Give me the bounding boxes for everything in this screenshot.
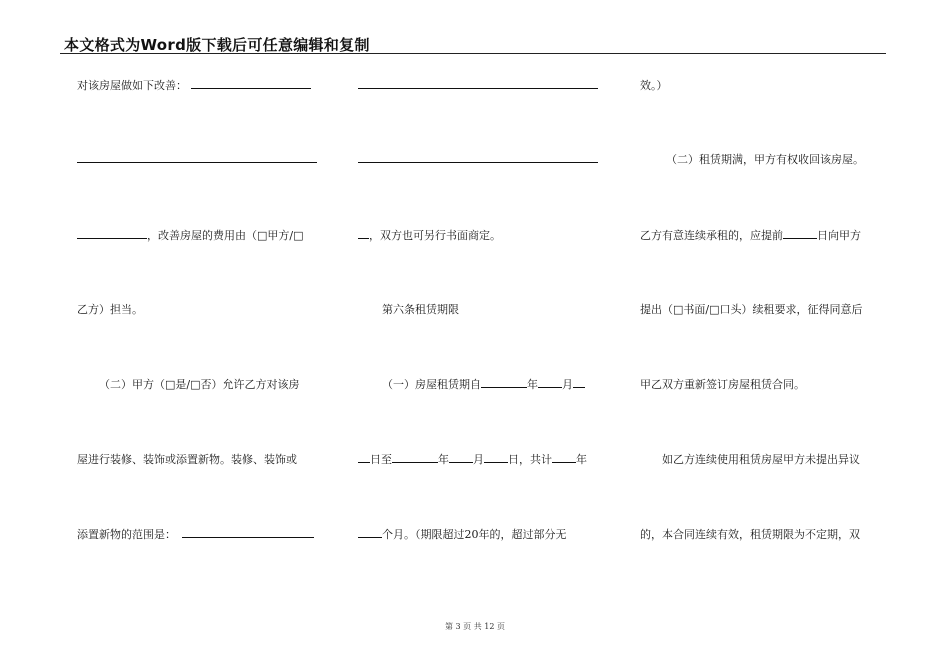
- page-number-footer: 第 3 页 共 12 页: [445, 622, 505, 631]
- fill-blank[interactable]: [783, 228, 817, 239]
- text-line: [666, 152, 864, 168]
- text-line: [358, 78, 598, 94]
- text-column-2: [358, 0, 600, 672]
- text-line: [77, 527, 314, 543]
- text-line: [77, 152, 317, 168]
- text-line: [662, 452, 860, 468]
- line-text: 乙方）担当。: [77, 303, 143, 316]
- text-line: [640, 78, 668, 94]
- text-line: [358, 527, 567, 543]
- line-text: ，双方也可另行书面商定。: [369, 229, 501, 242]
- fill-blank[interactable]: [484, 452, 508, 463]
- line-text: 日，共计: [508, 453, 552, 466]
- line-text: 效。）: [640, 79, 668, 92]
- fill-blank[interactable]: [77, 152, 317, 163]
- text-line: [77, 78, 311, 94]
- fill-blank[interactable]: [358, 152, 598, 163]
- fill-blank[interactable]: [573, 377, 585, 388]
- fill-blank[interactable]: [191, 78, 311, 89]
- line-text: 个月。（期限超过20年的，超过部分无: [382, 528, 567, 541]
- line-text: 甲乙双方重新签订房屋租赁合同。: [640, 378, 805, 391]
- text-line: [640, 302, 863, 318]
- line-text: 屋进行装修、装饰或添置新物。装修、装饰或: [77, 453, 297, 466]
- line-text: （一）房屋租赁期自: [382, 378, 481, 391]
- text-line: [640, 527, 860, 543]
- line-text: 月: [562, 378, 573, 391]
- text-line: [640, 377, 805, 393]
- line-text: 如乙方连续使用租赁房屋甲方未提出异议: [662, 453, 860, 466]
- text-line: [640, 228, 861, 244]
- fill-blank[interactable]: [358, 527, 382, 538]
- fill-blank[interactable]: [182, 527, 314, 538]
- line-text: 月: [473, 453, 484, 466]
- line-text: 年: [438, 453, 449, 466]
- line-text: （二）甲方（□是/□否）允许乙方对该房: [99, 378, 300, 391]
- fill-blank[interactable]: [77, 228, 147, 239]
- text-line: [77, 302, 143, 318]
- line-text: 年: [576, 453, 587, 466]
- line-text: （二）租赁期满，甲方有权收回该房屋。: [666, 153, 864, 166]
- text-line: [382, 302, 459, 318]
- text-column-3: [640, 0, 890, 672]
- text-line: [358, 228, 501, 244]
- line-text: 添置新物的范围是：: [77, 528, 176, 541]
- line-text: 日向甲方: [817, 229, 861, 242]
- text-line: [358, 152, 598, 168]
- line-text: 提出（□书面/□口头）续租要求，征得同意后: [640, 303, 863, 316]
- text-line: [358, 452, 587, 468]
- line-text: 日至: [370, 453, 392, 466]
- text-line: [99, 377, 300, 393]
- line-text: 第六条租赁期限: [382, 303, 459, 316]
- text-line: [77, 452, 297, 468]
- text-line: [382, 377, 585, 393]
- line-text: 乙方有意连续承租的，应提前: [640, 229, 783, 242]
- fill-blank[interactable]: [552, 452, 576, 463]
- fill-blank[interactable]: [481, 377, 527, 388]
- fill-blank[interactable]: [538, 377, 562, 388]
- fill-blank[interactable]: [392, 452, 438, 463]
- fill-blank[interactable]: [358, 228, 369, 239]
- fill-blank[interactable]: [358, 78, 598, 89]
- line-text: 年: [527, 378, 538, 391]
- line-text: 对该房屋做如下改善：: [77, 79, 187, 92]
- fill-blank[interactable]: [358, 452, 370, 463]
- text-line: [77, 228, 304, 244]
- text-column-1: [77, 0, 319, 672]
- document-header-title: 本文格式为Word版下载后可任意编辑和复制: [64, 36, 370, 54]
- line-text: 的，本合同连续有效，租赁期限为不定期，双: [640, 528, 860, 541]
- fill-blank[interactable]: [449, 452, 473, 463]
- line-text: ，改善房屋的费用由（□甲方/□: [147, 229, 304, 242]
